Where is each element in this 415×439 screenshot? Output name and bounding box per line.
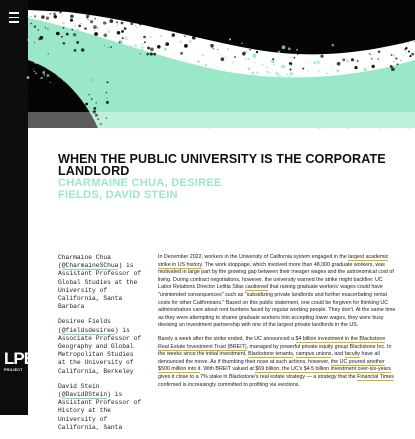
author-twitter-link[interactable]: @fieldsdesiree xyxy=(61,326,115,334)
inline-link[interactable]: $4 billion investment in the Blackstone Real Estate Investment Trust (BREIT) xyxy=(158,335,386,350)
page-authors: CHARMAINE CHUA, DESIREE FIELDS, DAVID STEIN xyxy=(58,177,222,201)
article-paragraph: Barely a week after the strike ended, the UC announced a $4 billion investment in the Blackstone Real Estate Investment Trust (BREIT), managed by powerful private equity group Blackstone Inc. In the weeks since the initial investment, Blackstone tenants, campus unions, and faculty have all denounced the move. As if thumbing their nose at such actions, however, the UC poured another $500 million into it. With BREIT valued at $69 billion, the UC's $4.5 billion investment over-six-years gives it close to a 7% stake in Blackstone's real estate strategy — a strategy that the Financial Times confirmed is increasingly committed to profiting via evictions. xyxy=(158,335,394,388)
inline-link[interactable]: $69 billion, the UC's $4.5 billion investment over-six-years xyxy=(255,366,391,373)
inline-link[interactable]: Financial Times xyxy=(357,373,394,380)
article-paragraph: In December 2022, workers in the University of California system engaged in the largest academic strike in US history. The work stoppage, which involved more than 48,000 graduate workers, was motivated in large part by the growing gap between their meager wages and the astronomical cost of living. During contract negotiations, however, the university warned the strike might backfire: UC Labor Relations Director Letitia Silas cautioned that raising graduate workers' wages could have "unintended consequences" such as "subsidizing private landlords and further exacerbating rental costs for other Californians." Based on this public statement, one could be forgiven for thinking UC administrators care about rent burdens faced by regular working people. They don't. At the same time as they were attempting to shame graduate workers into accepting lower wages, they were busy devising an investment partnership with one of the largest private landlords in the US. xyxy=(158,254,396,329)
author-bio: Charmaine Chua (@CharmaineSChua) is Assistant Professor of Global Studies at the University of California, Santa Barbara xyxy=(58,254,142,311)
inline-link[interactable]: campus unions xyxy=(295,351,332,358)
hero-texture-image xyxy=(28,0,415,128)
author-twitter-link[interactable]: @DavidDStein xyxy=(61,391,108,399)
article-body xyxy=(158,254,396,395)
title-block xyxy=(58,154,388,201)
inline-link[interactable]: largest academic strike in US history xyxy=(158,254,389,268)
inline-link[interactable]: cautioned xyxy=(245,284,269,291)
inline-link[interactable]: the UC poured another $500 million into it xyxy=(158,358,385,373)
inline-link[interactable]: faculty xyxy=(344,351,361,358)
sidebar xyxy=(0,0,35,415)
author-twitter-link[interactable]: @CharmaineSChua xyxy=(61,262,119,270)
lpe-project-logo[interactable] xyxy=(4,349,35,412)
author-bio: Desiree Fields (@fieldsdesiree) is Associate Professor of Geography and Global Metropolitan Studies at the University of California, Berkeley xyxy=(58,318,142,375)
inline-link[interactable]: Blackstone tenants xyxy=(248,351,293,358)
logo-subtext: PROJECT xyxy=(4,368,23,372)
hamburger-menu-icon[interactable] xyxy=(9,12,19,22)
hero-artwork xyxy=(28,0,415,128)
logo-text: LPE xyxy=(4,349,35,368)
author-bios xyxy=(58,254,142,439)
author-bio: David Stein (@DavidDStein) is Assistant Professor of History at the University of California, Santa xyxy=(58,382,142,431)
page-title: WHEN THE PUBLIC UNIVERSITY IS THE CORPORATE LANDLORD xyxy=(58,152,386,178)
